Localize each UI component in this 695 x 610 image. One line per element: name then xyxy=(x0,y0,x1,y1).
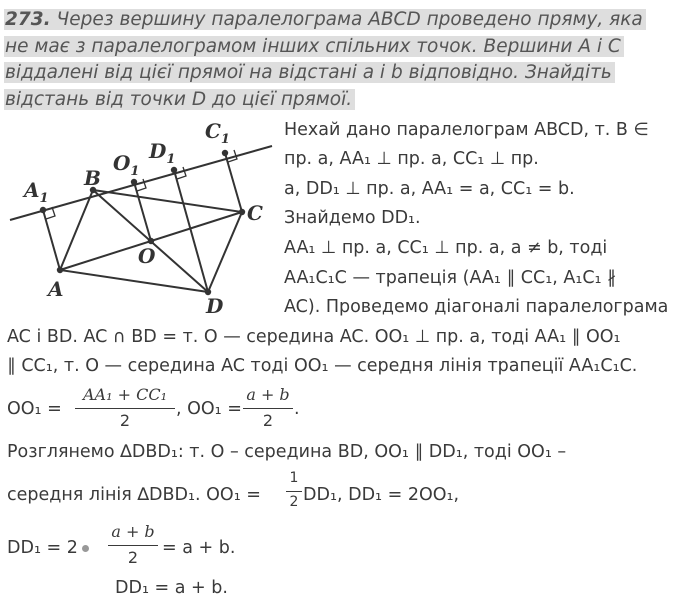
fraction-bar xyxy=(286,491,302,492)
problem-number: 273. xyxy=(5,9,51,30)
fraction-denominator: 2 xyxy=(262,411,274,430)
fraction-numerator: a + b xyxy=(246,385,290,404)
solution-line-9: ∥ CC₁, т. O — середина AC тоді OO₁ — середня лінія трапеції AA₁C₁C. xyxy=(7,356,638,376)
solution-line-10-mid: , OO₁ = xyxy=(176,399,242,419)
label-a: A xyxy=(48,277,64,301)
solution-line-13-end: = a + b. xyxy=(162,538,236,558)
solution-line-12-start: середня лінія ∆DBD₁. OO₁ = xyxy=(7,485,261,505)
solution-line-11: Розглянемо ∆DBD₁: т. O – середина BD, OO₁ ∥ DD₁, тоді OO₁ – xyxy=(7,442,567,462)
label-d: D xyxy=(206,294,224,318)
fraction-denominator: 2 xyxy=(127,548,139,567)
fraction-one-half xyxy=(286,470,302,518)
fraction-numerator: AA₁ + CC₁ xyxy=(83,385,167,404)
multiplication-dot xyxy=(82,545,89,552)
solution-line-5: AA₁ ⊥ пр. а, CC₁ ⊥ пр. а, a ≠ b, тоді xyxy=(284,238,608,258)
point-o1 xyxy=(131,179,137,185)
problem-line-3: віддалені від цієї прямої на відстані a і b відповідно. Знайдіть xyxy=(4,62,615,83)
solution-line-4: Знайдемо DD₁. xyxy=(284,208,421,228)
fraction-a-plus-b-over-2-second xyxy=(108,522,158,570)
solution-line-12-end: DD₁, DD₁ = 2OO₁, xyxy=(303,485,460,505)
parallelogram-figure xyxy=(0,112,282,318)
fraction-numerator: a + b xyxy=(111,522,155,541)
point-c xyxy=(239,209,245,215)
right-angle-c1 xyxy=(228,150,237,162)
label-c1: $C_1$ xyxy=(205,119,230,147)
problem-line-1 xyxy=(4,9,646,30)
solution-line-13-start xyxy=(7,537,93,559)
fraction-aa1-cc1-over-2 xyxy=(75,385,175,433)
label-o: O xyxy=(138,244,156,268)
solution-line-10-start: OO₁ = xyxy=(7,399,62,419)
fraction-denominator: 2 xyxy=(289,494,299,510)
right-angle-o1 xyxy=(137,179,146,191)
point-c1 xyxy=(222,150,228,156)
fraction-numerator: 1 xyxy=(289,470,299,486)
point-a1 xyxy=(40,207,46,213)
label-a1: $A_1$ xyxy=(24,178,49,206)
fraction-bar xyxy=(243,408,293,409)
perpendicular-cc1 xyxy=(225,153,242,212)
solution-line-8: AC і BD. AC ∩ BD = т. O — середина AC. OO₁ ⊥ пр. а, тоді AA₁ ∥ OO₁ xyxy=(7,327,621,347)
fraction-bar xyxy=(108,545,158,546)
solution-line-14: DD₁ = a + b. xyxy=(115,578,228,598)
label-d1: $D_1$ xyxy=(149,139,176,167)
solution-line-2: пр. а, AA₁ ⊥ пр. а, CC₁ ⊥ пр. xyxy=(284,149,539,169)
point-d1 xyxy=(171,167,177,173)
label-c: C xyxy=(247,201,263,225)
problem-line-4: відстань від точки D до цієї прямої. xyxy=(4,89,355,110)
label-b: B xyxy=(84,166,101,190)
fraction-a-plus-b-over-2 xyxy=(243,385,293,433)
point-a xyxy=(57,267,63,273)
problem-statement xyxy=(4,7,688,113)
solution-line-3: а, DD₁ ⊥ пр. а, AA₁ = a, CC₁ = b. xyxy=(284,179,575,199)
fraction-bar xyxy=(75,408,175,409)
problem-line-2: не має з паралелограмом інших спільних точок. Вершини A і C xyxy=(4,36,624,57)
label-o1: $O_1$ xyxy=(113,151,140,179)
solution-line-13-text: DD₁ = 2 xyxy=(7,538,78,558)
solution-line-1: Нехай дано паралелограм ABCD, т. B ∈ xyxy=(284,120,649,140)
problem-text-1: Через вершину паралелограма ABCD проведено пряму, яка xyxy=(56,9,643,30)
solution-line-7: AC). Проведемо діагоналі паралелограма xyxy=(284,297,669,317)
fraction-denominator: 2 xyxy=(119,411,131,430)
perpendicular-aa1 xyxy=(43,210,60,270)
solution-line-6: AA₁C₁C — трапеція (AA₁ ∥ CC₁, A₁C₁ ∦ xyxy=(284,268,616,288)
perpendicular-oo1 xyxy=(134,182,151,241)
solution-line-10-end: . xyxy=(294,399,300,419)
